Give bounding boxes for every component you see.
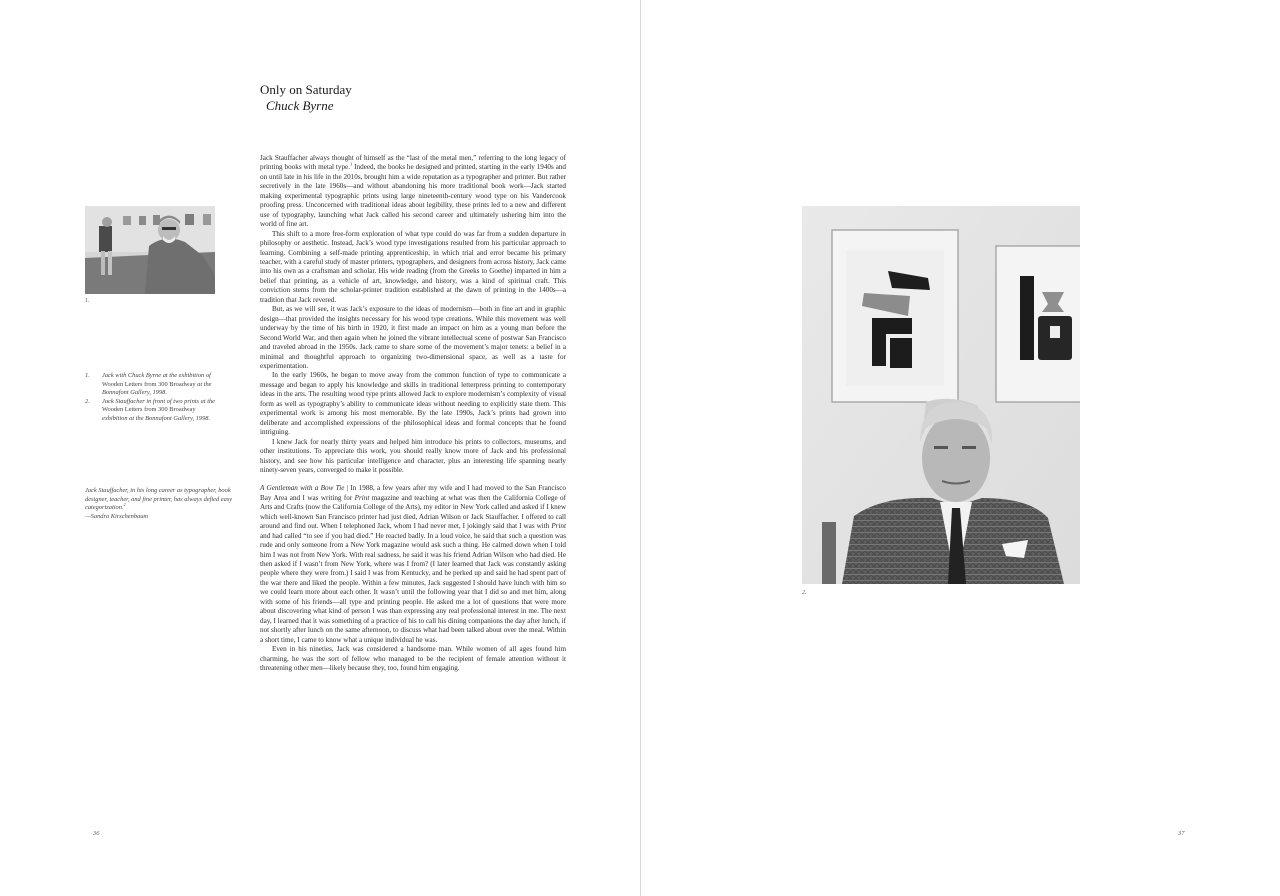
page-number-right: 37 — [1178, 830, 1185, 837]
section-separator: | — [344, 484, 351, 493]
caption-number: 1. — [85, 372, 90, 379]
magazine-title: Print — [354, 493, 370, 502]
quote-text: Jack Stauffacher, in his long career as typographer, book designer, teacher, and fine printer, has always defied easy categorization. — [85, 487, 233, 511]
caption-italic: exhibition at the Bonnafont Gallery, 1998. — [102, 414, 211, 422]
caption-exhibition-title: Wooden Letters from 300 Broadway — [102, 406, 196, 414]
paragraph: This shift to a more free-form exploration of what type could do was far from a sudden departure in philosophy or aesthetic. Instead, Jack’s wood type investigations resulted from his particular approach to learning. Combining a self-made printing apprenticeship, in which trial and error became his primary teacher, with a careful study of master printers, typographers, and designers from across history, Jack came into his own as a craftsman and scholar. His wide reading (from the Greeks to Goethe) imparted in him a belief that printing, as a vehicle of art, knowledge, and history, was a kind of spiritual craft. This conviction stems from the scholar-printer tradition established at the dawn of printing in the 1400s—a tradition that Jack revered. — [260, 229, 566, 304]
caption-text — [102, 372, 220, 398]
caption-text — [102, 398, 220, 424]
section-heading: A Gentleman with a Bow Tie — [260, 484, 345, 493]
footnote-ref: 1 — [350, 162, 353, 168]
paragraph-text: Indeed, the books he designed and printed, starting in the early 1940s and on until late in his life in the 2010s, brought him a wide reputation as a typographer and printer. But rather secretively in the late 1960s—and without abandoning his more traditional book work—Jack started making experimental typographic prints using large nineteenth-century wood type on his Vandercook proofing press. Unconcerned with traditional ideas about legibility, these prints led to a new and different use of typography, launching what Jack called his second career and ultimately ushering him into the world of fine art. — [260, 163, 567, 229]
paragraph: Even in his nineties, Jack was considered a handsome man. While women of all ages found him charming, he was the sort of fellow who managed to be the recipient of female attention without it threatening other men—likely because they, too, found him engaging. — [260, 645, 566, 673]
paragraph: I knew Jack for nearly thirty years and helped him introduce his prints to collectors, museums, and other institutions. To appreciate this work, you should really know more of Jack and his professional history, and see how his particular intelligence and character, plus an interesting life spanning nearly ninety-seven years, converged to make it possible. — [260, 437, 566, 474]
photo-jack-with-chuck-byrne — [85, 206, 215, 294]
magazine-title: Print — [551, 522, 566, 531]
section-paragraph — [260, 484, 566, 645]
caption-2 — [85, 398, 220, 424]
pull-quote — [85, 487, 235, 521]
essay-title: Only on Saturday — [260, 82, 352, 97]
paragraph: In the early 1960s, he began to move away from the common function of type to communicate a message and began to apply his knowledge and skills in traditional letterpress printing to contemporary ideas in the arts. The resulting wood type prints allowed Jack to explore modernism’s complexity of visual form as well as typography’s ability to communicate ideas without needing to explicitly state them. This experimental work is among his most memorable. By the late 1990s, Jack’s prints had grown into deliberate and accomplished expressions of the philosophical ideas and formal concepts that he found intriguing. — [260, 371, 566, 437]
essay-author: Chuck Byrne — [266, 98, 334, 113]
caption-italic: at the Bonnafont Gallery, 1998. — [102, 380, 212, 397]
page-number-left: 36 — [93, 830, 100, 837]
quote-attribution: —Sandra Kirschenbaum — [85, 512, 149, 520]
caption-1 — [85, 372, 220, 398]
caption-italic: Jack Stauffacher in front of two prints at the — [102, 397, 216, 405]
paragraph-text: and had called “to see if you had died.” He reacted badly. In a loud voice, he said that such a question was rude and only someone from a New York magazine would ask such a thing. He calmed down when I told him I was not from New York. With real sadness, he said it was his friend Adrian Wilson who had died. He then asked if I wasn’t from New York, where was I from? (I later learned that Jack was constantly asking people where they were from.) I said I was from Kentucky, and he perked up and said he had spent part of the war there and liked the people. Within a few minutes, Jack suggested I should have lunch with him so we could learn more about each other. It wasn’t until the following year that I did so and met him, along with some of his friends—all type and printing people. He asked me a lot of questions that were more about discovering what kind of person I was than expressing any real professional interest in me. The next day, I learned that it was something of a practice of his to call his dining companions the day after lunch, if not shortly after lunch on the same afternoon, to discuss what had been talked about over the meal. Within a short time, I came to know what a unique individual he was. — [260, 531, 566, 644]
essay-heading — [260, 82, 352, 114]
paragraph-text: Jack Stauffacher always thought of himself as the “last of the metal men,” referring to the long legacy of printing books with metal type. — [260, 154, 566, 172]
paragraph-text: magazine and teaching at what was then the California College of Arts and Crafts (now the California College of the Arts), my editor in New York called and asked if I knew which well-known San Francisco printer had just died, Adrian Wilson or Jack Stauffacher. I offered to call around and find out. When I telephoned Jack, whom I had never met, I jokingly said that I was with — [260, 493, 566, 531]
photo-jack-stauffacher-portrait — [802, 206, 1080, 584]
gallery-photo-illustration — [85, 206, 215, 294]
caption-exhibition-title: Wooden Letters from 300 Broadway — [102, 380, 196, 388]
right-page — [641, 0, 1280, 896]
paragraph — [260, 154, 566, 230]
photo-captions — [85, 372, 220, 424]
essay-body — [260, 154, 566, 673]
paragraph-text: In 1988, a few years after my wife and I had moved to the San Francisco Bay Area and I was writing for — [260, 484, 566, 502]
portrait-photo-illustration — [802, 206, 1080, 584]
quote-footnote-ref: 2 — [123, 501, 126, 507]
caption-number: 2. — [85, 397, 90, 405]
photo-1-label: 1. — [85, 298, 90, 304]
photo-2-label: 2. — [802, 590, 807, 596]
paragraph: But, as we will see, it was Jack’s exposure to the ideas of modernism—both in fine art and in graphic design—that provided the insights necessary for his wood type creations. While this movement was well underway by the time of his birth in 1920, it first made an impact on him as a young man before the Second World War, and then again when he joined the vibrant intellectual scene of postwar San Francisco and traveled abroad in the 1950s. Jack came to share some of the movement’s major tenets: a belief in a minimal and thoughtful approach to organizing two-dimensional space, as well as a taste for experimentation. — [260, 305, 566, 370]
caption-italic: Jack with Chuck Byrne at the exhibition of — [102, 372, 211, 379]
